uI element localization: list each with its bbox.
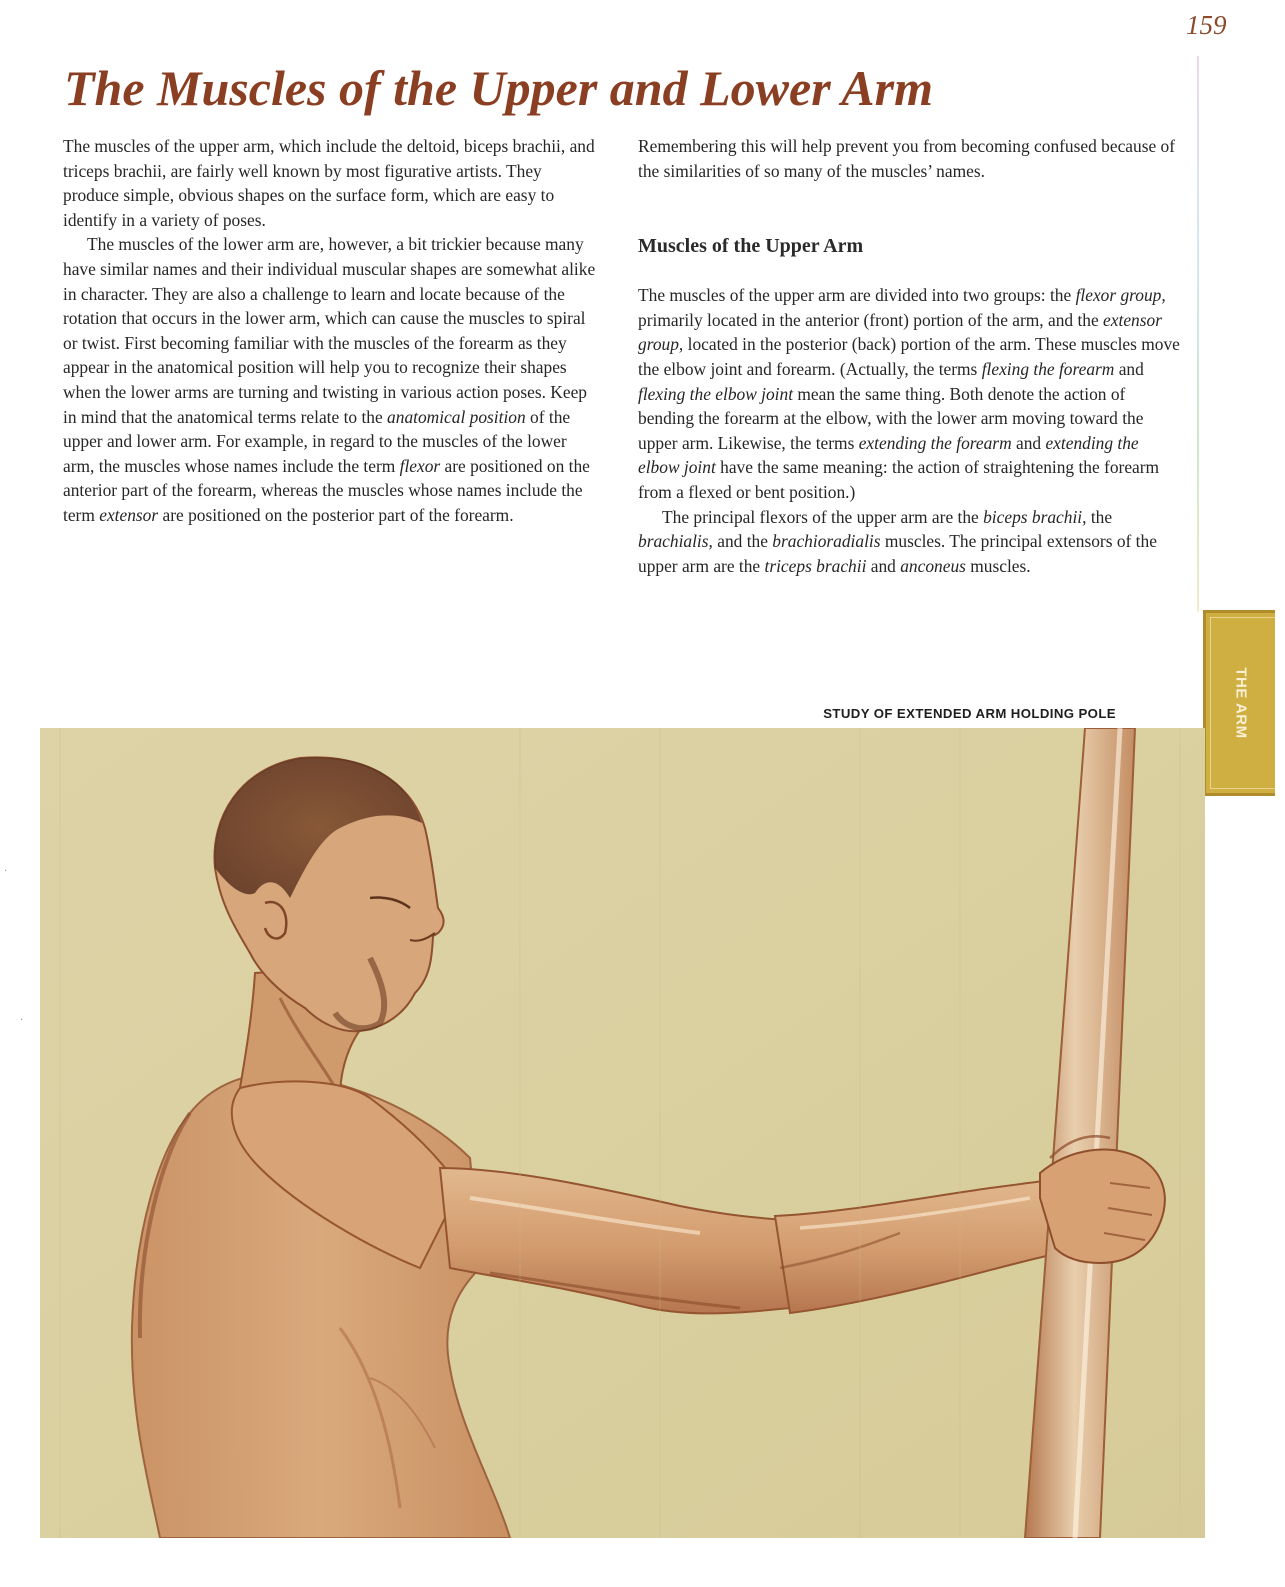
page-title: The Muscles of the Upper and Lower Arm (64, 60, 933, 116)
continuation-paragraph: Remembering this will help prevent you from becoming confused because of the similarities of so many of the muscles’ names. (638, 136, 1176, 181)
scan-speck: · (4, 866, 8, 877)
groups-paragraph (638, 283, 1183, 504)
principal-muscles-paragraph (638, 505, 1183, 579)
text-run: The principal flexors of the upper arm are the (662, 506, 984, 527)
text-run: muscles. The principal extensors of the upper arm are the (638, 531, 1157, 576)
text-run: located in the posterior (back) portion of the arm. These muscles move the elbow joint and forearm. (Actually, the terms (638, 334, 1180, 379)
term-brachioradialis: brachioradialis (772, 531, 881, 552)
text-run: are positioned on the anterior part of the forearm, whereas the muscles whose names include the term (63, 455, 590, 525)
term-brachialis: brachialis, (638, 531, 713, 552)
text-run: are positioned on the posterior part of the forearm. (158, 504, 514, 525)
figure-caption: STUDY OF EXTENDED ARM HOLDING POLE (823, 706, 1116, 721)
text-run: muscles. (965, 555, 1031, 576)
left-column (63, 134, 599, 528)
text-run: the (1086, 506, 1113, 527)
text-run: primarily located in the anterior (front) portion of the arm, and the (638, 309, 1104, 330)
intro-paragraph: The muscles of the upper arm, which include the deltoid, biceps brachii, and triceps brachii, are fairly well known by most figurative artists. They produce simple, obvious shapes on the surface form, which are easy to identify in a variety of poses. (63, 136, 595, 230)
term-extensor-group: extensor group, (638, 309, 1162, 355)
text-run: The muscles of the lower arm are, however, a bit trickier because many have similar names and their individual muscular shapes are somewhat alike in character. They are also a challenge to learn and locate because of the rotation that occurs in the lower arm, which can cause the muscles to spiral or twist. First becoming familiar with the muscles of the forearm as they appear in the anatomical position will help you to recognize their shapes when the lower arms are turning and twisting in various action poses. Keep in mind that the anatomical terms relate to the (63, 234, 596, 427)
text-run: The muscles of the upper arm are divided into two groups: the (638, 285, 1076, 306)
text-run: and (1011, 432, 1046, 453)
term-flexor-group: flexor group, (1075, 285, 1166, 306)
right-column (638, 134, 1183, 578)
text-run: and the (712, 531, 773, 552)
term-extensor: extensor (99, 504, 159, 525)
term-flexor: flexor (399, 455, 441, 476)
scan-speck: · (20, 1015, 24, 1026)
term-flexing-elbow: flexing the elbow joint (638, 383, 794, 404)
term-anconeus: anconeus (900, 555, 966, 576)
text-run: mean the same thing. Both denote the action of bending the forearm at the elbow, with the lower arm moving toward the upper arm. Likewise, the terms (638, 383, 1144, 453)
page-number: 159 (1186, 10, 1227, 40)
lower-arm-paragraph (63, 232, 599, 527)
section-heading: Muscles of the Upper Arm (638, 235, 864, 258)
chapter-tab-label: THE ARM (1232, 667, 1249, 739)
term-extending-forearm: extending the forearm (858, 432, 1012, 453)
drawing-svg (40, 728, 1205, 1538)
text-run: and (1114, 358, 1144, 379)
term-extending-elbow: extending the elbow joint (638, 432, 1139, 478)
term-biceps: biceps brachii, (983, 506, 1087, 527)
term-anatomical-position: anatomical position (387, 406, 526, 427)
chapter-tab (1203, 610, 1275, 796)
arm-study-drawing (40, 728, 1205, 1538)
term-triceps: triceps brachii (764, 555, 867, 576)
text-run: and (866, 555, 901, 576)
hand-fist (1040, 1150, 1165, 1263)
margin-rule (1197, 56, 1199, 612)
term-flexing-forearm: flexing the forearm (981, 358, 1115, 379)
text-run: of the upper and lower arm. For example, in regard to the muscles of the lower arm, the muscles whose names include the term (63, 406, 571, 476)
text-run: have the same meaning: the action of straightening the forearm from a flexed or bent position.) (638, 457, 1160, 502)
